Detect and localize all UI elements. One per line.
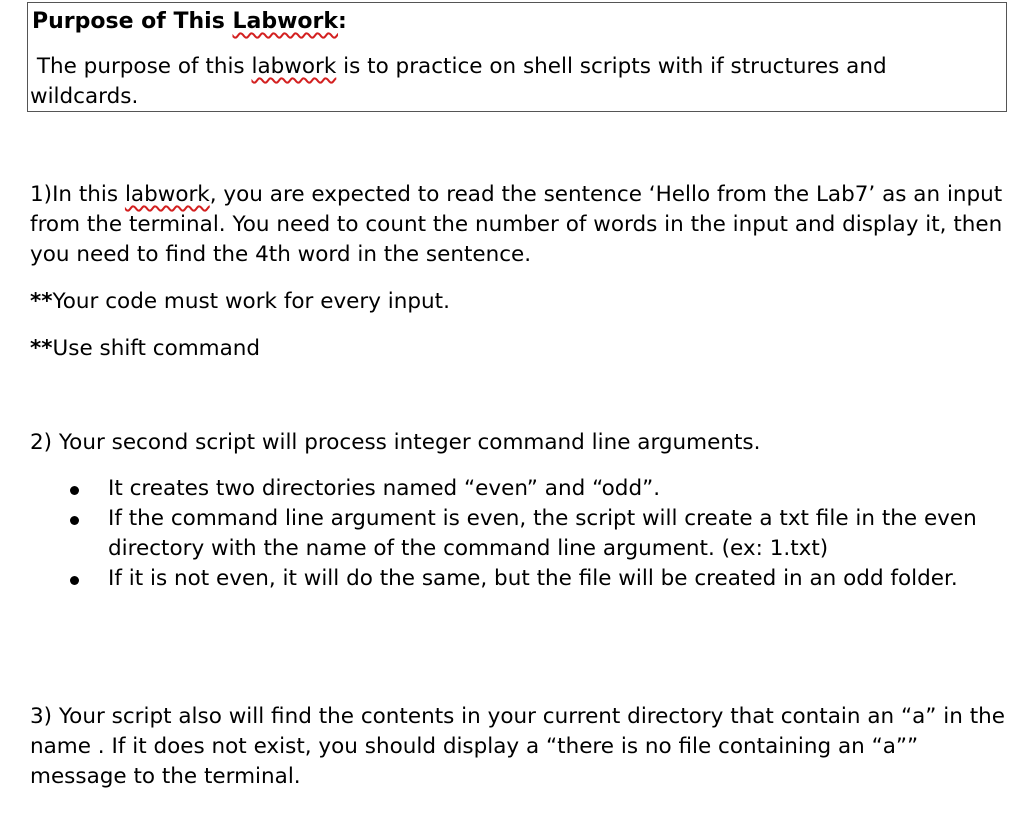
bullet-icon [70, 486, 79, 495]
task1-text-c: , you are expected to read the sentence ‘Hello from the Lab7’ as an input from the terminal. You need to count the number of words in the input and display it, then you need to find the 4th word in the sentence. [30, 182, 1003, 267]
task1-text-a: 1)In this [30, 182, 125, 207]
purpose-text-a: The purpose of this [36, 54, 252, 79]
task2-bullet-item [30, 474, 1015, 504]
task2-bullet-item [30, 564, 1015, 594]
task1-note1-stars: ** [30, 289, 53, 314]
task1-text-labwork: labwork [124, 182, 210, 207]
task1-note2-stars: ** [30, 336, 53, 361]
task2-bullet-list [30, 474, 1015, 594]
bullet-icon [70, 516, 79, 525]
purpose-text [30, 52, 1000, 112]
task2-bullet-item [30, 504, 1015, 564]
task3-paragraph: 3) Your script also will find the contents in your current directory that contain an “a” in the name . If it does not exist, you should display a “there is no file containing an “a”” message to the terminal. [30, 704, 1005, 789]
task2-intro: 2) Your second script will process integer command line arguments. [30, 430, 761, 455]
purpose-text-c: is to practice on shell scripts with if structures and wildcards. [30, 54, 887, 109]
task2-bullet-text: If it is not even, it will do the same, but the file will be created in an odd folder. [108, 566, 958, 591]
task2-bullet-text: It creates two directories named “even” and “odd”. [108, 476, 661, 501]
task1-note1 [30, 287, 450, 317]
task1-note1-text: Your code must work for every input. [52, 289, 450, 314]
purpose-text-labwork: labwork [251, 54, 337, 79]
bullet-icon [70, 576, 79, 585]
purpose-title-colon: : [338, 9, 347, 34]
task1-note2 [30, 334, 260, 364]
purpose-title-text: Purpose of This [32, 9, 233, 34]
purpose-box [27, 2, 1007, 112]
task1-note2-text: Use shift command [52, 336, 261, 361]
purpose-title-labwork: Labwork [232, 9, 339, 34]
task2-bullet-text: If the command line argument is even, the script will create a txt file in the even directory with the name of the command line argument. (ex: 1.txt) [108, 506, 977, 561]
task1-paragraph [30, 180, 1015, 270]
purpose-title [32, 7, 347, 37]
